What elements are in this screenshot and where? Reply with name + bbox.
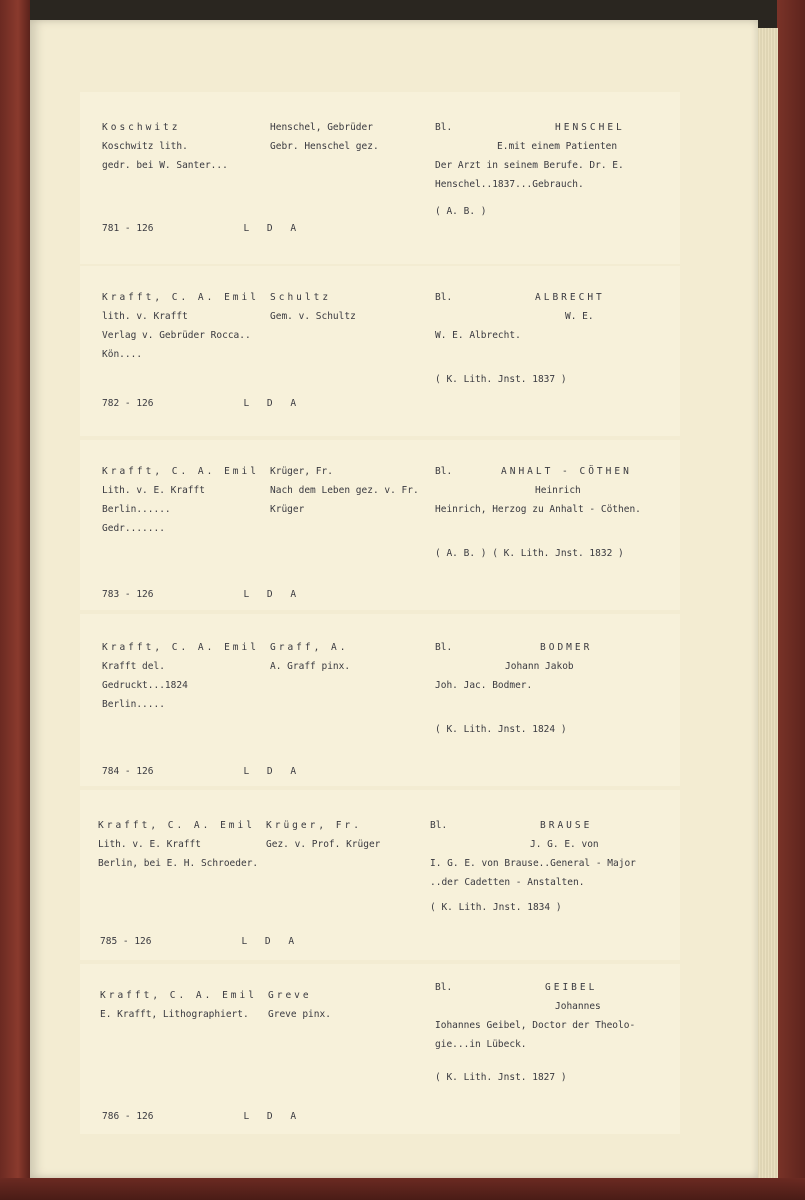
lda-mark: L D A — [243, 398, 303, 409]
signature-row — [102, 394, 302, 413]
institute-note: ( K. Lith. Jnst. 1837 ) — [435, 374, 567, 385]
artist-column — [98, 816, 258, 873]
subject-line: W. E. — [565, 311, 594, 322]
source-line: Krüger — [270, 504, 305, 515]
artist-name: Krafft, C. A. Emil — [98, 820, 255, 831]
signature-row — [102, 1107, 302, 1126]
artist-line: Lith. v. E. Krafft — [98, 839, 201, 850]
artist-line: Gedr....... — [102, 523, 165, 534]
subject-column — [435, 978, 665, 1087]
lda-mark: L D A — [243, 766, 303, 777]
source-column — [270, 118, 430, 156]
signature-number: 785 - 126 — [100, 936, 152, 947]
sheet-label: Bl. — [435, 122, 453, 133]
artist-column — [100, 986, 260, 1024]
signature-number: 786 - 126 — [102, 1111, 154, 1122]
subject-line: gie...in Lübeck. — [435, 1039, 527, 1050]
lda-mark: L D A — [243, 1111, 303, 1122]
subject-column — [435, 638, 665, 739]
subject-name: HENSCHEL — [555, 122, 625, 133]
signature-number: 784 - 126 — [102, 766, 154, 777]
subject-line: J. G. E. von — [530, 839, 599, 850]
artist-line: Gedruckt...1824 — [102, 680, 188, 691]
artist-name: Krafft, C. A. Emil — [100, 990, 257, 1001]
sheet-label: Bl. — [435, 642, 453, 653]
source-name: Krüger, Fr. — [266, 820, 362, 831]
institute-note: ( K. Lith. Jnst. 1834 ) — [430, 902, 562, 913]
source-line: A. Graff pinx. — [270, 661, 351, 672]
artist-line: Lith. v. E. Krafft — [102, 485, 205, 496]
subject-column — [435, 288, 665, 389]
artist-name: Krafft, C. A. Emil — [102, 292, 259, 303]
source-line: Gebr. Henschel gez. — [270, 141, 379, 152]
signature-number: 783 - 126 — [102, 589, 154, 600]
book-binding-bottom — [0, 1178, 805, 1200]
source-name: Henschel, Gebrüder — [270, 122, 373, 133]
subject-name: BRAUSE — [540, 820, 593, 831]
artist-name: Koschwitz — [102, 122, 181, 133]
sheet-label: Bl. — [435, 982, 453, 993]
artist-line: Verlag v. Gebrüder Rocca.. — [102, 330, 251, 341]
artist-line: Koschwitz lith. — [102, 141, 188, 152]
sheet-label: Bl. — [435, 466, 453, 477]
source-column — [268, 986, 428, 1024]
source-column — [266, 816, 426, 854]
signature-row — [102, 585, 302, 604]
source-line: Greve pinx. — [268, 1009, 331, 1020]
source-name: Graff, A. — [270, 642, 349, 653]
institute-note: ( K. Lith. Jnst. 1827 ) — [435, 1072, 567, 1083]
subject-name: ALBRECHT — [535, 292, 605, 303]
subject-line: Joh. Jac. Bodmer. — [435, 680, 533, 691]
subject-name: ANHALT - CÖTHEN — [501, 466, 632, 477]
source-column — [270, 288, 430, 326]
subject-line: Henschel..1837...Gebrauch. — [435, 179, 584, 190]
source-line: Gez. v. Prof. Krüger — [266, 839, 381, 850]
catalog-card — [80, 92, 680, 264]
institute-note: ( K. Lith. Jnst. 1824 ) — [435, 724, 567, 735]
signature-number: 782 - 126 — [102, 398, 154, 409]
source-line: Gem. v. Schultz — [270, 311, 356, 322]
artist-line: Berlin, bei E. H. Schroeder. — [98, 858, 259, 869]
subject-line: Der Arzt in seinem Berufe. Dr. E. — [435, 160, 624, 171]
subject-line: Iohannes Geibel, Doctor der Theolo- — [435, 1020, 636, 1031]
lda-mark: L D A — [243, 589, 303, 600]
signature-row — [102, 219, 302, 238]
artist-line: E. Krafft, Lithographiert. — [100, 1009, 249, 1020]
artist-name: Krafft, C. A. Emil — [102, 642, 259, 653]
artist-line: lith. v. Krafft — [102, 311, 188, 322]
artist-line: Krafft del. — [102, 661, 165, 672]
lda-mark: L D A — [243, 223, 303, 234]
catalog-card — [80, 440, 680, 610]
signature-row — [102, 762, 302, 781]
artist-line: gedr. bei W. Santer... — [102, 160, 228, 171]
sheet-label: Bl. — [435, 292, 453, 303]
album-page — [30, 20, 758, 1178]
catalog-card — [80, 790, 680, 960]
catalog-card — [80, 614, 680, 786]
institute-note: ( A. B. ) ( K. Lith. Jnst. 1832 ) — [435, 548, 624, 559]
signature-row — [100, 932, 300, 951]
institute-note: ( A. B. ) — [435, 206, 487, 217]
artist-column — [102, 118, 262, 175]
catalog-card — [80, 266, 680, 436]
artist-line: Kön.... — [102, 349, 143, 360]
book-binding-right — [777, 0, 805, 1200]
subject-name: GEIBEL — [545, 982, 598, 993]
subject-line: E.mit einem Patienten — [497, 141, 618, 152]
catalog-card — [80, 964, 680, 1134]
artist-line: Berlin...... — [102, 504, 171, 515]
book-binding-left — [0, 0, 30, 1200]
subject-line: I. G. E. von Brause..General - Major — [430, 858, 636, 869]
subject-line: W. E. Albrecht. — [435, 330, 521, 341]
source-line: Nach dem Leben gez. v. Fr. — [270, 485, 419, 496]
source-name: Schultz — [270, 292, 332, 303]
subject-line: Johannes — [555, 1001, 601, 1012]
subject-column — [435, 118, 665, 221]
source-name: Krüger, Fr. — [270, 466, 333, 477]
subject-line: Heinrich, Herzog zu Anhalt - Cöthen. — [435, 504, 641, 515]
source-column — [270, 638, 430, 676]
artist-column — [102, 288, 262, 364]
artist-line: Berlin..... — [102, 699, 165, 710]
subject-name: BODMER — [540, 642, 593, 653]
subject-line: Johann Jakob — [505, 661, 574, 672]
lda-mark: L D A — [241, 936, 301, 947]
sheet-label: Bl. — [430, 820, 448, 831]
subject-column — [435, 462, 665, 563]
source-column — [270, 462, 430, 519]
subject-column — [430, 816, 660, 917]
source-name: Greve — [268, 990, 312, 1001]
artist-column — [102, 638, 262, 714]
signature-number: 781 - 126 — [102, 223, 154, 234]
artist-name: Krafft, C. A. Emil — [102, 466, 259, 477]
artist-column — [102, 462, 262, 538]
subject-line: Heinrich — [535, 485, 581, 496]
subject-line: ..der Cadetten - Anstalten. — [430, 877, 585, 888]
